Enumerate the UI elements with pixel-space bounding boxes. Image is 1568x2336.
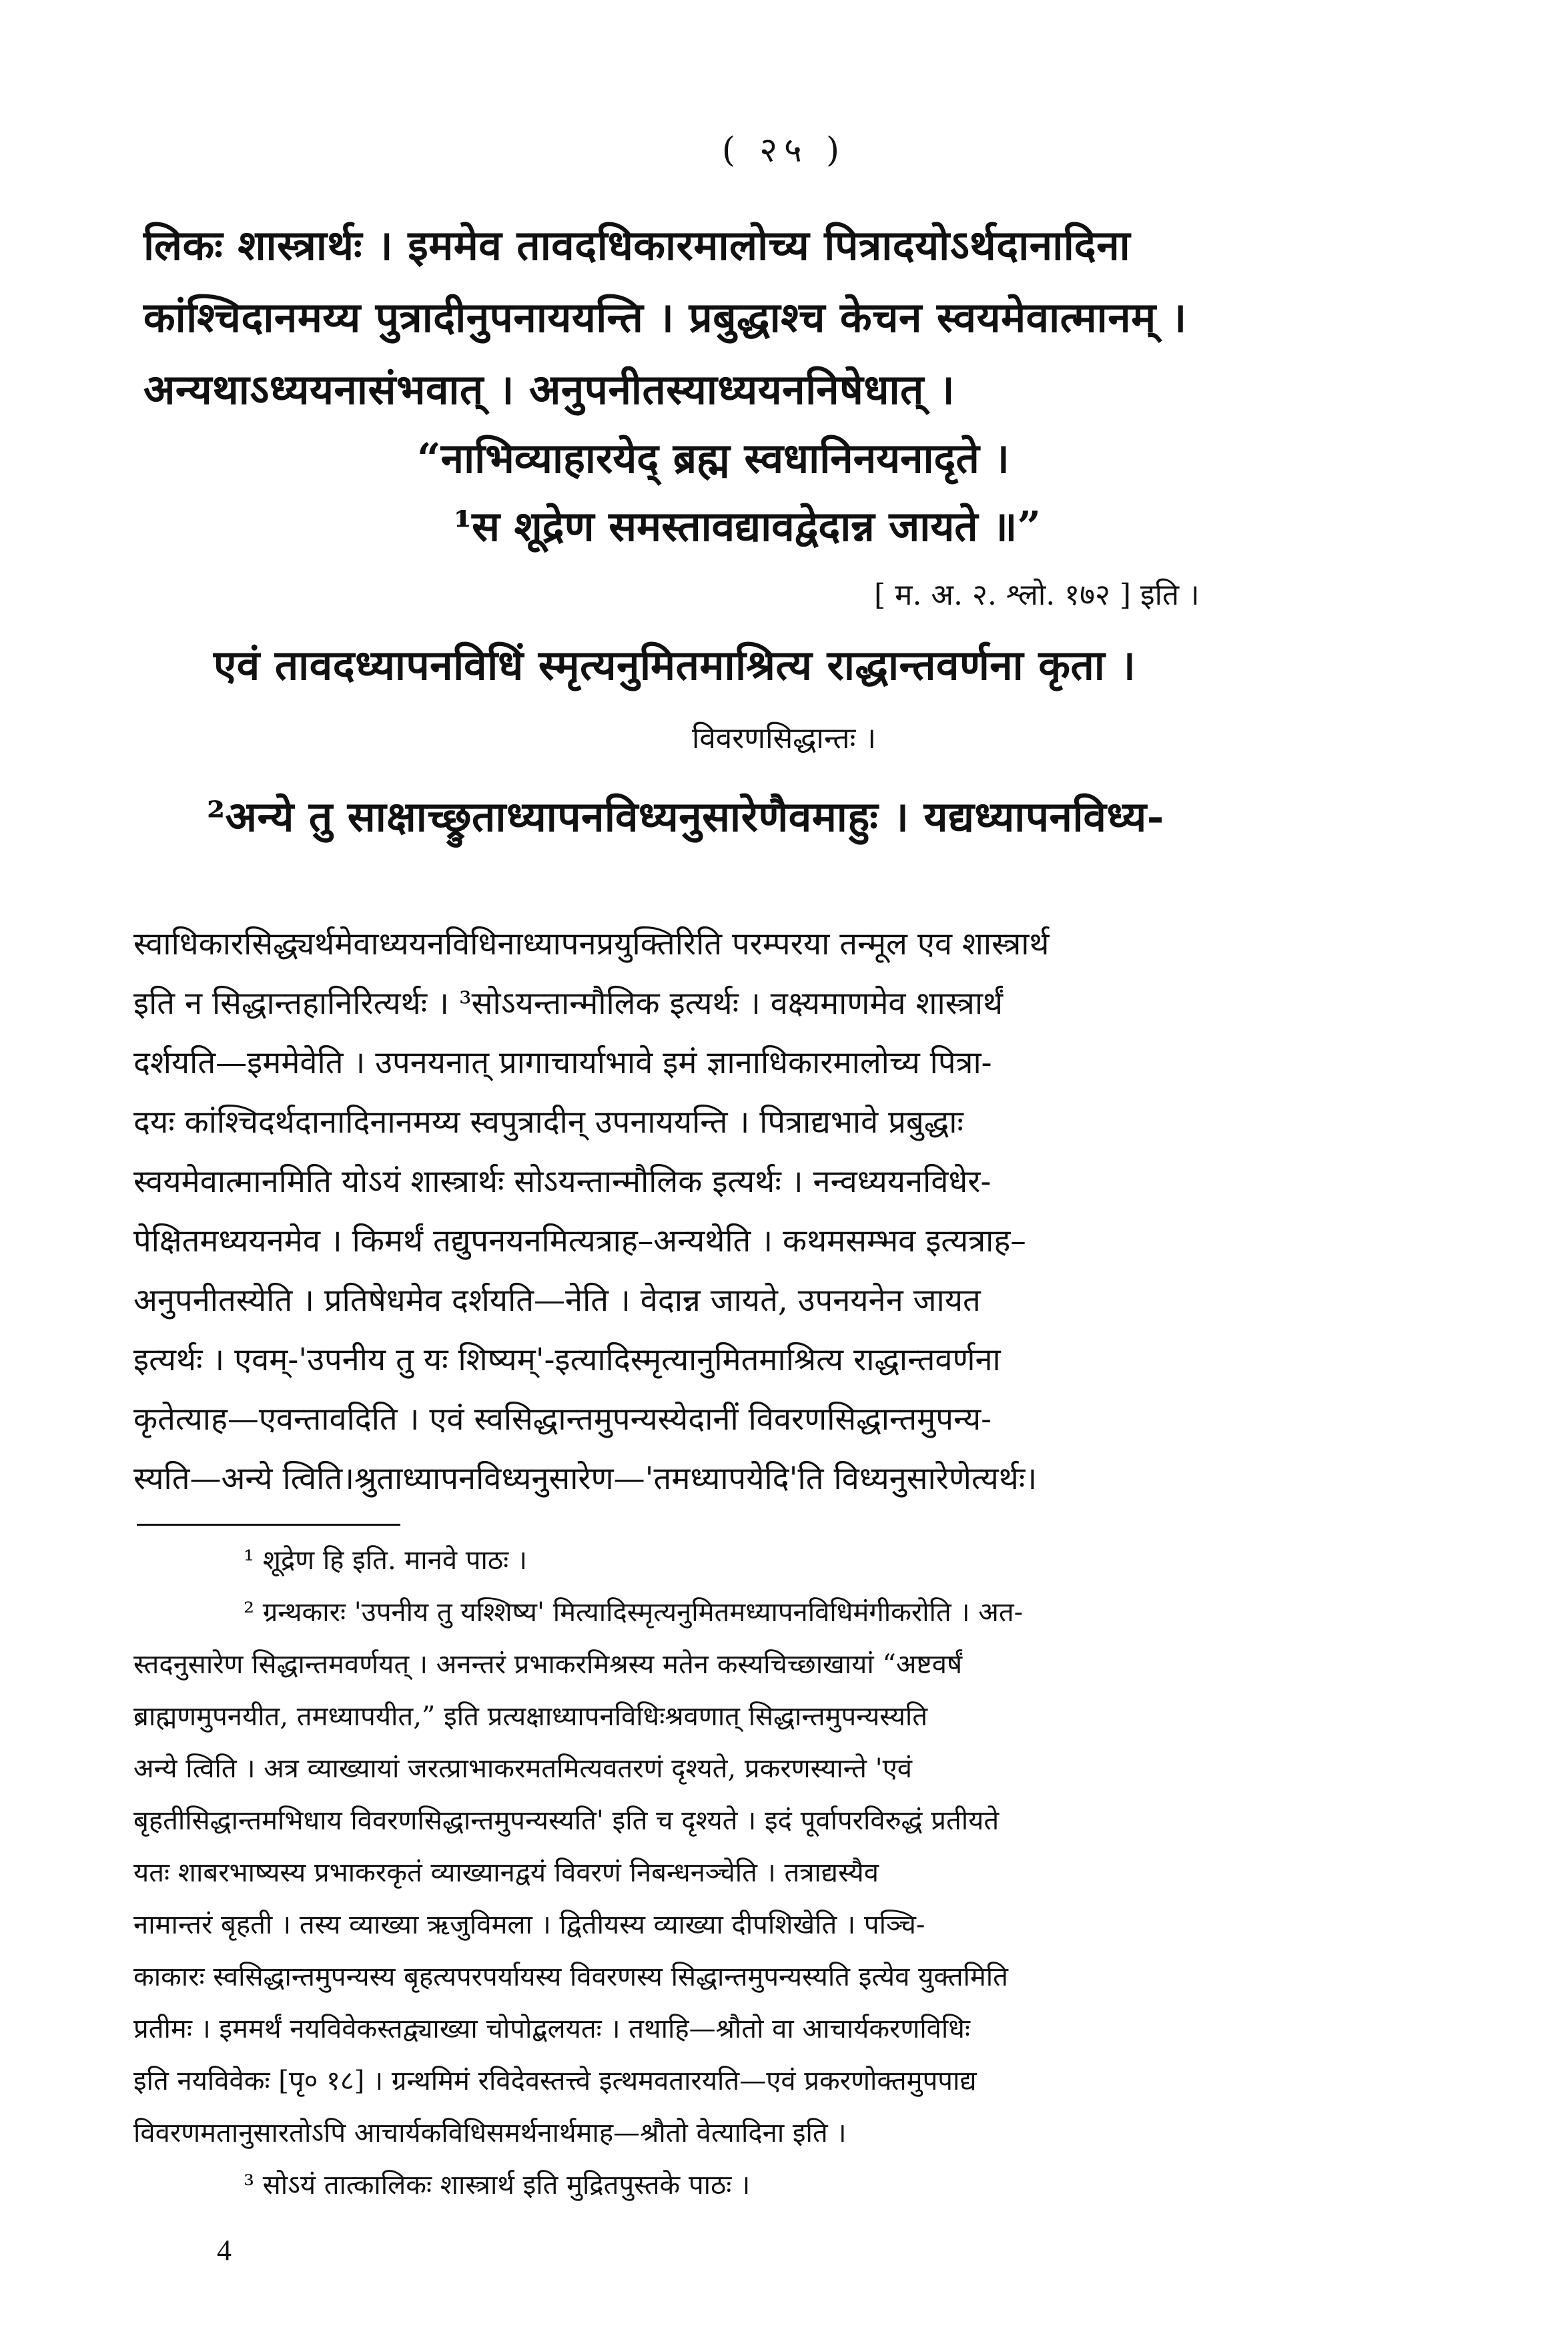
main-text-line-1: लिकः शास्त्रार्थः । इममेव तावदधिकारमालोच्य पित्रादयोऽर्थदानादिना: [143, 221, 1131, 270]
commentary-line-3: दर्शयति—इममेवेति । उपनयनात् प्रागाचार्याभावे इमं ज्ञानाधिकारमालोच्य पित्रा-: [133, 1045, 992, 1081]
section-heading: विवरणसिद्धान्तः ।: [691, 721, 877, 756]
commentary-line-10: स्यति—अन्ये त्विति।श्रुताध्यापनविध्यनुसारेण—'तमध्यापयेदि'ति विध्यनुसारेणेत्यर्थः।: [133, 1460, 1038, 1497]
commentary-line-4: दयः कांश्चिदर्थदानादिनानमय्य स्वपुत्रादीन् उपनाययन्ति । पित्राद्यभावे प्रबुद्धाः: [133, 1104, 963, 1141]
commentary-line-1: स्वाधिकारसिद्ध्यर्थमेवाध्ययनविधिनाध्यापनप्रयुक्तिरिति परम्परया तन्मूल एव शास्त्रार्थ: [133, 926, 1050, 962]
main-text-line-2: कांश्चिदानमय्य पुत्रादीनुपनाययन्ति । प्रबुद्धाश्च केचन स्वयमेवात्मानम् ।: [143, 293, 1187, 342]
commentary-line-5: स्वयमेवात्मानमिति योऽयं शास्त्रार्थः सोऽयन्तान्मौलिक इत्यर्थः । नन्वध्ययनविधेर-: [133, 1163, 992, 1200]
signature-mark: 4: [217, 2234, 232, 2267]
section-text-line: ²अन्ये तु साक्षाच्छ्रुताध्यापनविध्यनुसारेणैवमाहुः । यद्यध्यापनविध्य-: [207, 792, 1164, 841]
footnote-2-line-3: ब्राह्मणमुपनयीत, तमध्यापयीत,” इति प्रत्यक्षाध्यापनविधिःश्रवणात् सिद्धान्तमुपन्यस्यति: [133, 1701, 928, 1732]
footnote-2-line-5: बृहतीसिद्धान्तमभिधाय विवरणसिद्धान्तमुपन्यस्यति' इति च दृश्यते । इदं पूर्वापरविरुद्धं प्रतीयते: [133, 1805, 1000, 1836]
footnote-2-line-1: ² ग्रन्थकारः 'उपनीय तु यश्शिष्य' मित्यादिस्मृत्यनुमितमध्यापनविधिमंगीकरोति । अत-: [244, 1597, 1024, 1628]
verse-line-1: “नाभिव्याहारयेद् ब्रह्म स्वधानिनयनादृते ।: [417, 434, 1010, 483]
footnote-3: ³ सोऽयं तात्कालिकः शास्त्रार्थ इति मुद्रितपुस्तके पाठः ।: [244, 2170, 751, 2201]
footnote-2-line-11: विवरणमतानुसारतोऽपि आचार्यकविधिसमर्थनार्थमाह—श्रौतो वेत्यादिना इति ।: [133, 2118, 847, 2148]
conclusion-line: एवं तावदध्यापनविधिं स्मृत्यनुमितमाश्रित्य राद्धान्तवर्णना कृता ।: [214, 641, 1136, 689]
footnote-2-line-8: काकारः स्वसिद्धान्तमुपन्यस्य बृहत्यपरपर्यायस्य विवरणस्य सिद्धान्तमुपन्यस्यति इत्येव युक्तमिति: [133, 1962, 1008, 1992]
main-text-line-3: अन्यथाऽध्ययनासंभवात् । अनुपनीतस्याध्ययननिषेधात् ।: [143, 365, 955, 414]
footnote-divider: [137, 1524, 400, 1526]
footnote-2-line-10: इति नयविवेकः [पृ० १८] । ग्रन्थमिमं रविदेवस्तत्त्वे इत्थमवतारयति—एवं प्रकरणोक्तमुपपाद्य: [133, 2066, 977, 2096]
commentary-line-8: इत्यर्थः । एवम्-'उपनीय तु यः शिष्यम्'-इत्यादिस्मृत्यानुमितमाश्रित्य राद्धान्तवर्णना: [133, 1342, 1001, 1378]
commentary-line-2: इति न सिद्धान्तहानिरित्यर्थः । ³सोऽयन्तान्मौलिक इत्यर्थः । वक्ष्यमाणमेव शास्त्रार्थं: [133, 985, 1004, 1022]
footnote-2-line-4: अन्ये त्विति । अत्र व्याख्यायां जरत्प्राभाकरमतमित्यवतरणं दृश्यते, प्रकरणस्यान्ते 'एवं: [133, 1753, 912, 1784]
commentary-line-7: अनुपनीतस्येति । प्रतिषेधमेव दर्शयति—नेति । वेदान्न जायते, उपनयनेन जायत: [133, 1282, 981, 1319]
verse-line-2: ¹स शूद्रेण समस्तावद्यावद्वेदान्न जायते ॥”: [454, 502, 1042, 551]
commentary-line-6: पेक्षितमध्ययनमेव । किमर्थं तद्युपनयनमित्यत्राह–अन्यथेति । कथमसम्भव इत्यत्राह–: [133, 1223, 1026, 1259]
verse-reference: [ म. अ. २. श्लो. १७२ ] इति ।: [874, 578, 1200, 612]
page-number: ( २५ ): [721, 130, 847, 170]
footnote-2-line-9: प्रतीमः । इममर्थं नयविवेकस्तद्व्याख्या चोपोद्बलयतः । तथाहि—श्रौतो वा आचार्यकरणविधिः: [133, 2014, 970, 2044]
commentary-line-9: कृतेत्याह—एवन्तावदिति । एवं स्वसिद्धान्तमुपन्यस्येदानीं विवरणसिद्धान्तमुपन्य-: [133, 1401, 992, 1438]
footnote-2-line-6: यतः शाबरभाष्यस्य प्रभाकरकृतं व्याख्यानद्वयं विवरणं निबन्धनञ्चेति । तत्राद्यस्यैव: [133, 1857, 879, 1888]
footnote-1: ¹ शूद्रेण हि इति. मानवे पाठः ।: [244, 1545, 528, 1576]
footnote-2-line-2: स्तदनुसारेण सिद्धान्तमवर्णयत् । अनन्तरं प्रभाकरमिश्रस्य मतेन कस्यचिच्छाखायां “अष्टवर्षं: [133, 1649, 963, 1680]
footnote-2-line-7: नामान्तरं बृहती । तस्य व्याख्या ऋजुविमला । द्वितीयस्य व्याख्या दीपशिखेति । पञ्चि-: [133, 1910, 925, 1940]
